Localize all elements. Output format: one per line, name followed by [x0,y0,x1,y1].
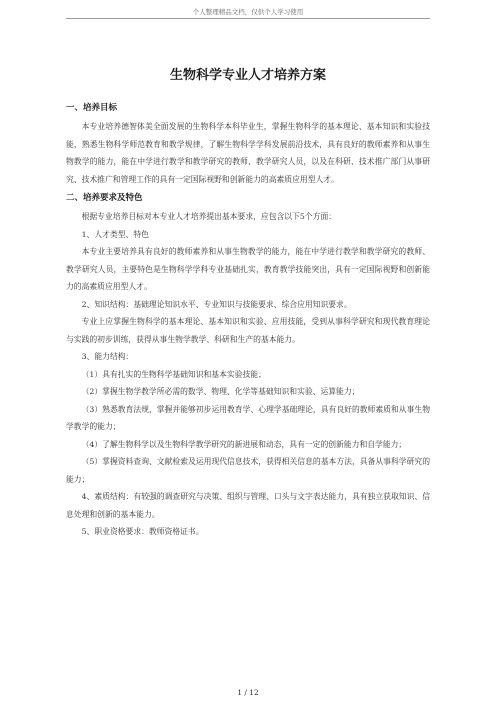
requirements-intro: 根据专业培养目标对本专业人才培养提出基本要求，应包含以下5个方面： [81,212,337,221]
item-knowledge-title: 2、知识结构：基础理论知识水平、专业知识与技能要求、综合应用知识要求。 [81,299,352,309]
section-heading-goals: 一、培养目标 [66,103,118,113]
item-talent-type-text: 本专业主要培养具有良好的教师素养和从事生物教学的能力，能在中学进行教学和教学研究的教师、教学研究人员，主要特色是生物科学学科专业基础扎实，教育教学技能突出，具有一定国际视野和创新能力的高素质应用型人才。 [66,247,430,291]
page-number: 1 / 12 [237,688,259,697]
header-note: 个人整理精品文档，仅供个人学习使用 [192,8,304,16]
item-ability-title: 3、能力结构： [81,352,134,361]
item-certification: 5、职业资格要求：教师资格证书。 [81,527,204,536]
ability-1: （1）具有扎实的生物科学基础知识和基本实验技能； [81,369,266,379]
item-quality: 4、素质结构：有较强的调查研究与决策、组织与管理、口头与文字表达能力，具有独立获取知识、信息处理和创新的基本能力。 [66,492,430,519]
item-talent-type-title: 1、人才类型、特色 [81,229,149,239]
goals-paragraph: 本专业培养德智体美全面发展的生物科学本科毕业生，掌握生物科学的基本理论、基本知识和实验技能，熟悉生物科学师范教育和教学规律，了解生物科学学科发展前沿技术，具有良好的教师素养和从事生物教学的能力，能在中学进行教学和教学研究的教师、教学研究人员，以及在科研、技术推广部门从事研究、技术推广和管理工作的具有一定国际视野和创新能力的高素质应用型人才。 [66,122,430,184]
ability-5: （5）掌握资料查询、文献检索及运用现代信息技术，获得相关信息的基本方法，具备从事科学研究的能力； [66,457,430,484]
header-divider [66,18,430,19]
ability-2: （2）掌握生物学教学所必需的数学、物理、化学等基础知识和实验、运算能力； [81,387,360,396]
item-knowledge-text: 专业上应掌握生物科学的基本理论、基本知识和实验、应用技能，受到从事科学研究和现代教育理论与实践的初步训练，获得从事生物学教学、科研和生产的基本能力。 [66,317,430,344]
document-body [66,68,430,541]
document-title: 生物科学专业人才培养方案 [169,68,326,83]
ability-4: （4）了解生物科学以及生物科学教学研究的新进展和动态，具有一定的创新能力和自学能力； [81,439,407,449]
section-heading-requirements: 二、培养要求及特色 [66,193,143,203]
ability-3: （3）熟悉教育法规，掌握并能够初步运用教育学、心理学基础理论，具有良好的教师素质和从事生物学教学的能力； [66,404,430,431]
